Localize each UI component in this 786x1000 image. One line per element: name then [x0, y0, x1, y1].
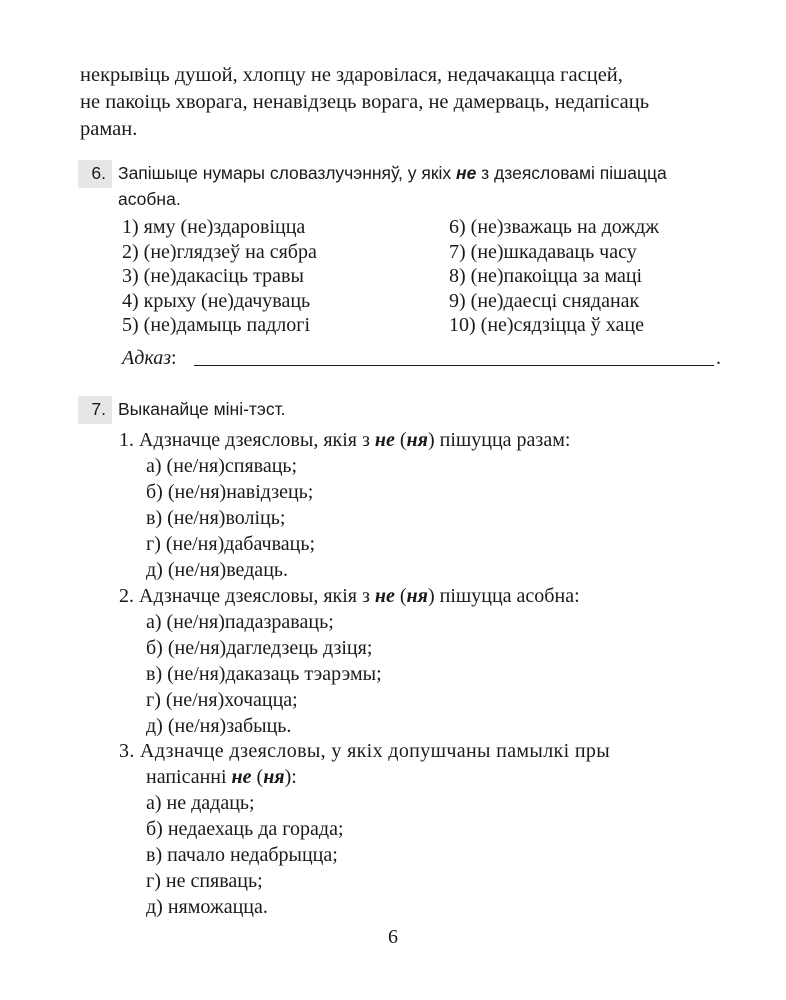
task-6-right-column [449, 215, 659, 338]
option[interactable]: б) (не/ня)дагледзець дзіця; [146, 637, 373, 659]
intro-line: некрывіць душой, хлопцу не здаровілася, недачакацца гасцей, [80, 64, 623, 86]
intro-line: не пакоіць хворага, ненавідзець ворага, не дамерваць, недапісаць [80, 91, 650, 113]
answer-label: Адказ [122, 347, 171, 369]
question-2-text: 2. Адзначце дзеясловы, якія з не (ня) пішуцца асобна: [119, 585, 580, 607]
option[interactable]: а) (не/ня)спяваць; [146, 455, 298, 477]
option[interactable]: д) (не/ня)ведаць. [146, 559, 289, 581]
option[interactable]: в) (не/ня)воліць; [146, 507, 286, 529]
task-7-number: 7. [78, 396, 112, 424]
list-item: 8) (не)пакоіцца за маці [449, 265, 643, 287]
option[interactable]: г) не спяваць; [146, 870, 263, 892]
question-3-text-cont: напісанні не (ня): [146, 766, 297, 788]
intro-line: раман. [80, 118, 138, 140]
list-item: 4) крыху (не)дачуваць [122, 289, 311, 312]
page-number: 6 [388, 926, 398, 948]
intro-paragraph [80, 62, 730, 143]
option[interactable]: в) пачало недабрыцца; [146, 844, 338, 866]
list-item: 5) (не)дамыць падлогі [122, 314, 311, 336]
list-item: 3) (не)дакасіць травы [122, 265, 304, 287]
option[interactable]: д) няможацца. [146, 896, 268, 918]
list-item: 7) (не)шкадаваць часу [449, 240, 637, 263]
list-item: 9) (не)даесці сняданак [449, 289, 640, 312]
task-6-number: 6. [78, 160, 112, 188]
option[interactable]: б) недаехаць да горада; [146, 818, 344, 840]
answer-field[interactable]: Адказ: . [122, 347, 721, 369]
list-item: 10) (не)сядзіцца ў хаце [449, 314, 644, 336]
option[interactable]: в) (не/ня)даказаць тэарэмы; [146, 663, 382, 685]
option[interactable]: д) (не/ня)забыць. [146, 715, 292, 737]
option[interactable]: г) (не/ня)хочацца; [146, 689, 298, 711]
question-1-text: 1. Адзначце дзеясловы, якія з не (ня) пішуцца разам: [119, 429, 571, 451]
option[interactable]: а) (не/ня)падазраваць; [146, 611, 334, 633]
option[interactable]: б) (не/ня)навідзець; [146, 481, 314, 503]
list-item: 1) яму (не)здаровіцца [122, 216, 306, 238]
answer-line[interactable] [194, 365, 714, 366]
question-1 [119, 427, 729, 583]
question-2 [119, 583, 729, 739]
task-6-instruction: Запішыце нумары словазлучэнняў, у якіх не з дзеясловамі пішацца асобна. [118, 163, 667, 209]
list-item: 2) (не)глядзеў на сябра [122, 240, 317, 263]
task-6-left-column [122, 215, 317, 338]
task-7-instruction: Выканайце міні-тэст. [118, 399, 286, 419]
question-3 [119, 738, 729, 920]
question-3-text: 3. Адзначце дзеясловы, у якіх допушчаны памылкі пры [119, 740, 611, 762]
option[interactable]: а) не дадаць; [146, 792, 255, 814]
list-item: 6) (не)зважаць на дождж [449, 216, 660, 238]
option[interactable]: г) (не/ня)дабачваць; [146, 533, 316, 555]
